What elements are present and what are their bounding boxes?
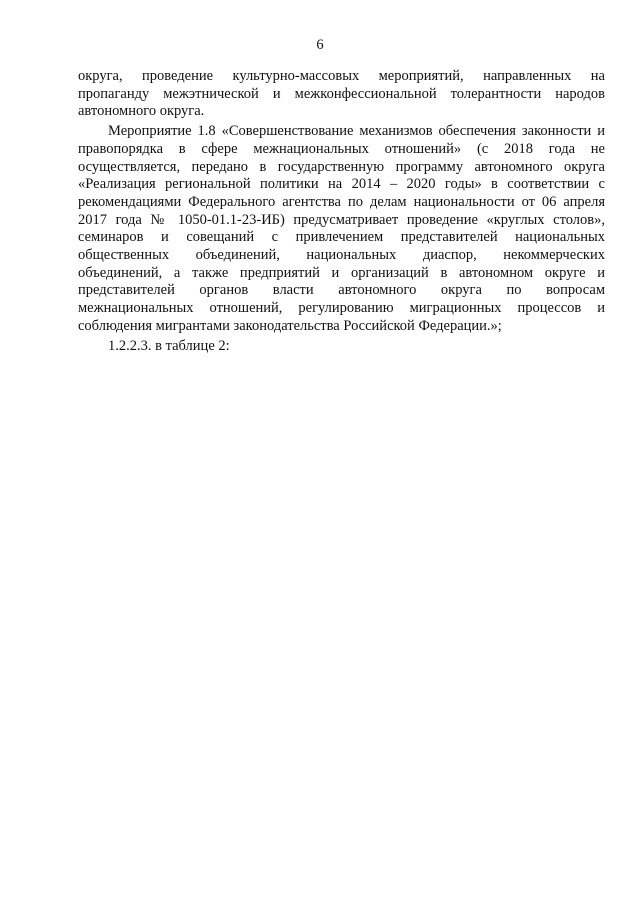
paragraph-item-1-2-2-3 <box>78 338 605 356</box>
paragraph-line: представителей органов власти автономного округа по вопросам <box>78 282 605 299</box>
paragraph-line: правопорядка в сфере межнациональных отношений» (с 2018 года не <box>78 140 605 157</box>
paragraph-line: рекомендациями Федерального агентства по делам национальности от 06 апреля <box>78 193 605 210</box>
paragraph-line: семинаров и совещаний с привлечением представителей национальных <box>78 229 605 246</box>
document-body <box>78 68 605 355</box>
paragraph-line: общественных объединений, национальных диаспор, некоммерческих <box>78 247 605 264</box>
paragraph-measure-1-8 <box>78 123 605 335</box>
paragraph-line: межнациональных отношений, регулированию миграционных процессов и <box>78 300 605 317</box>
paragraph-line: 1.2.2.3. в таблице 2: <box>108 337 230 354</box>
page-number: 6 <box>316 37 324 53</box>
paragraph-line: 2017 года № 1050-01.1-23-ИБ) предусматривает проведение «круглых столов», <box>78 211 605 228</box>
paragraph-line: автономного округа. <box>78 103 205 120</box>
paragraph-line: соблюдения мигрантами законодательства Российской Федерации.»; <box>78 317 502 334</box>
paragraph-line: пропаганду межэтнической и межконфессиональной толерантности народов <box>78 85 605 102</box>
paragraph-line: Мероприятие 1.8 «Совершенствование механизмов обеспечения законности и <box>108 123 605 140</box>
paragraph-line: объединений, а также предприятий и организаций в автономном округе и <box>78 264 605 281</box>
paragraph-line: округа, проведение культурно-массовых мероприятий, направленных на <box>78 68 605 84</box>
paragraph-continuation <box>78 68 605 121</box>
paragraph-line: осуществляется, передано в государственную программу автономного округа <box>78 158 605 175</box>
paragraph-line: «Реализация региональной политики на 2014 – 2020 годы» в соответствии с <box>78 176 605 193</box>
